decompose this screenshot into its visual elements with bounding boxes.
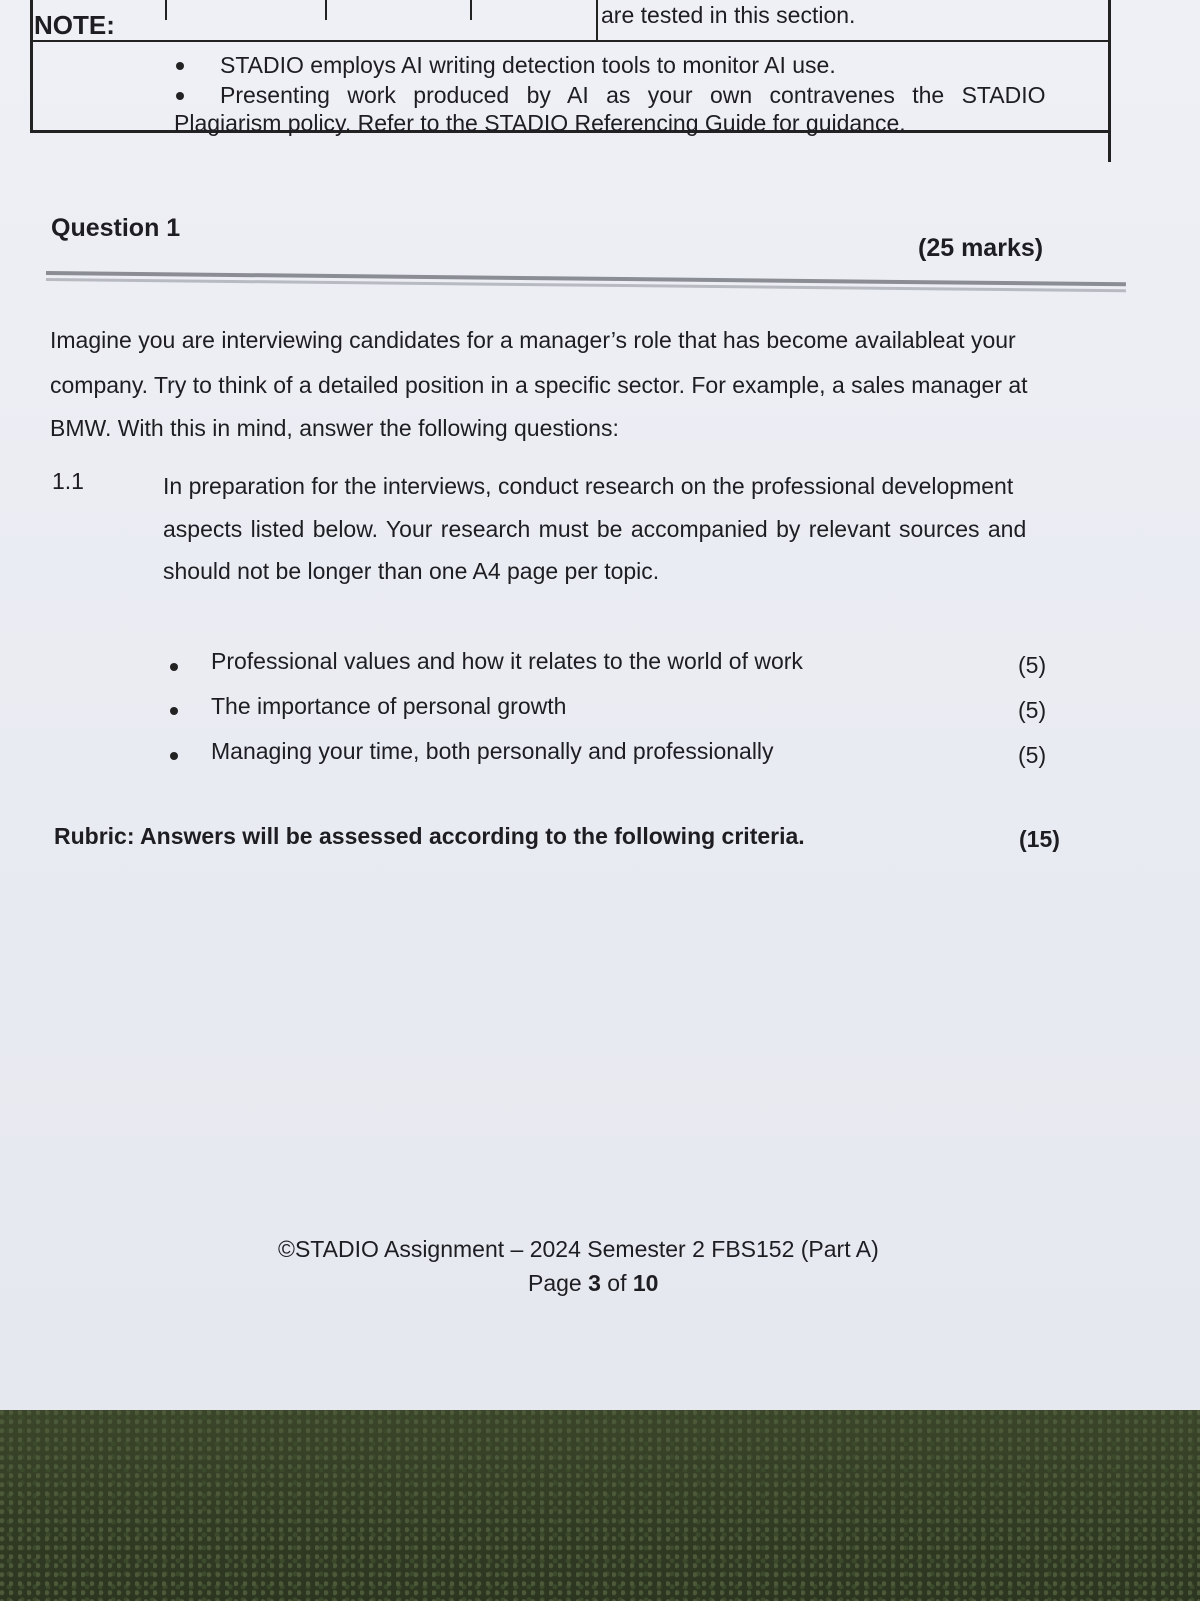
note-box-border-left xyxy=(30,0,33,132)
intro-line-1: Imagine you are interviewing candidates for a manager’s role that has become availableat your xyxy=(50,327,1016,353)
bullet-icon xyxy=(170,663,178,671)
footer-page-number xyxy=(528,1270,658,1297)
topic-1: Professional values and how it relates to the world of work xyxy=(211,648,803,674)
topic-2-marks: (5) xyxy=(1018,697,1047,723)
bullet-icon xyxy=(176,62,184,70)
footer-page-current: 3 xyxy=(588,1270,601,1296)
note-top-cell-text: are tested in this section. xyxy=(601,2,856,28)
bullet-icon xyxy=(170,707,178,715)
note-box-divider xyxy=(30,40,1111,42)
sub-question-line-1: In preparation for the interviews, conduct research on the professional development xyxy=(163,473,1014,499)
note-bullet-2: Presenting work produced by AI as your own contravenes the STADIO xyxy=(220,82,1046,108)
note-bullet-2-continued: Plagiarism policy. Refer to the STADIO Referencing Guide for guidance. xyxy=(174,110,906,136)
carpet-background xyxy=(0,1410,1200,1601)
footer-of-word: of xyxy=(600,1270,633,1296)
bullet-icon xyxy=(170,752,178,760)
intro-line-2: company. Try to think of a detailed position in a specific sector. For example, a sales manager at xyxy=(50,372,1028,398)
rubric-marks: (15) xyxy=(1019,826,1060,852)
intro-line-3: BMW. With this in mind, answer the following questions: xyxy=(50,415,619,441)
topic-1-marks: (5) xyxy=(1018,652,1047,678)
footer-page-total: 10 xyxy=(632,1270,659,1296)
bullet-icon xyxy=(176,92,184,100)
footer-page-word: Page xyxy=(528,1270,589,1296)
question-title: Question 1 xyxy=(51,214,181,242)
note-box-cell-line-2 xyxy=(325,0,327,20)
topic-3: Managing your time, both personally and professionally xyxy=(211,738,774,764)
note-box-border-right xyxy=(1108,0,1111,162)
topic-3-marks: (5) xyxy=(1018,742,1047,768)
question-marks: (25 marks) xyxy=(918,234,1044,262)
note-bullet-1: STADIO employs AI writing detection tools to monitor AI use. xyxy=(220,52,836,78)
note-box-cell-line-4 xyxy=(596,0,598,40)
note-box-cell-line-3 xyxy=(470,0,472,20)
note-box-cell-line-1 xyxy=(165,0,167,20)
rubric-heading: Rubric: Answers will be assessed according to the following criteria. xyxy=(54,823,805,849)
sub-question-number: 1.1 xyxy=(52,468,84,494)
topic-2: The importance of personal growth xyxy=(211,693,567,719)
footer-copyright: ©STADIO Assignment – 2024 Semester 2 FBS152 (Part A) xyxy=(278,1236,879,1262)
sub-question-line-3: should not be longer than one A4 page per topic. xyxy=(163,558,660,584)
note-label: NOTE: xyxy=(34,10,115,40)
sub-question-line-2: aspects listed below. Your research must be accompanied by relevant sources and xyxy=(163,516,1027,542)
